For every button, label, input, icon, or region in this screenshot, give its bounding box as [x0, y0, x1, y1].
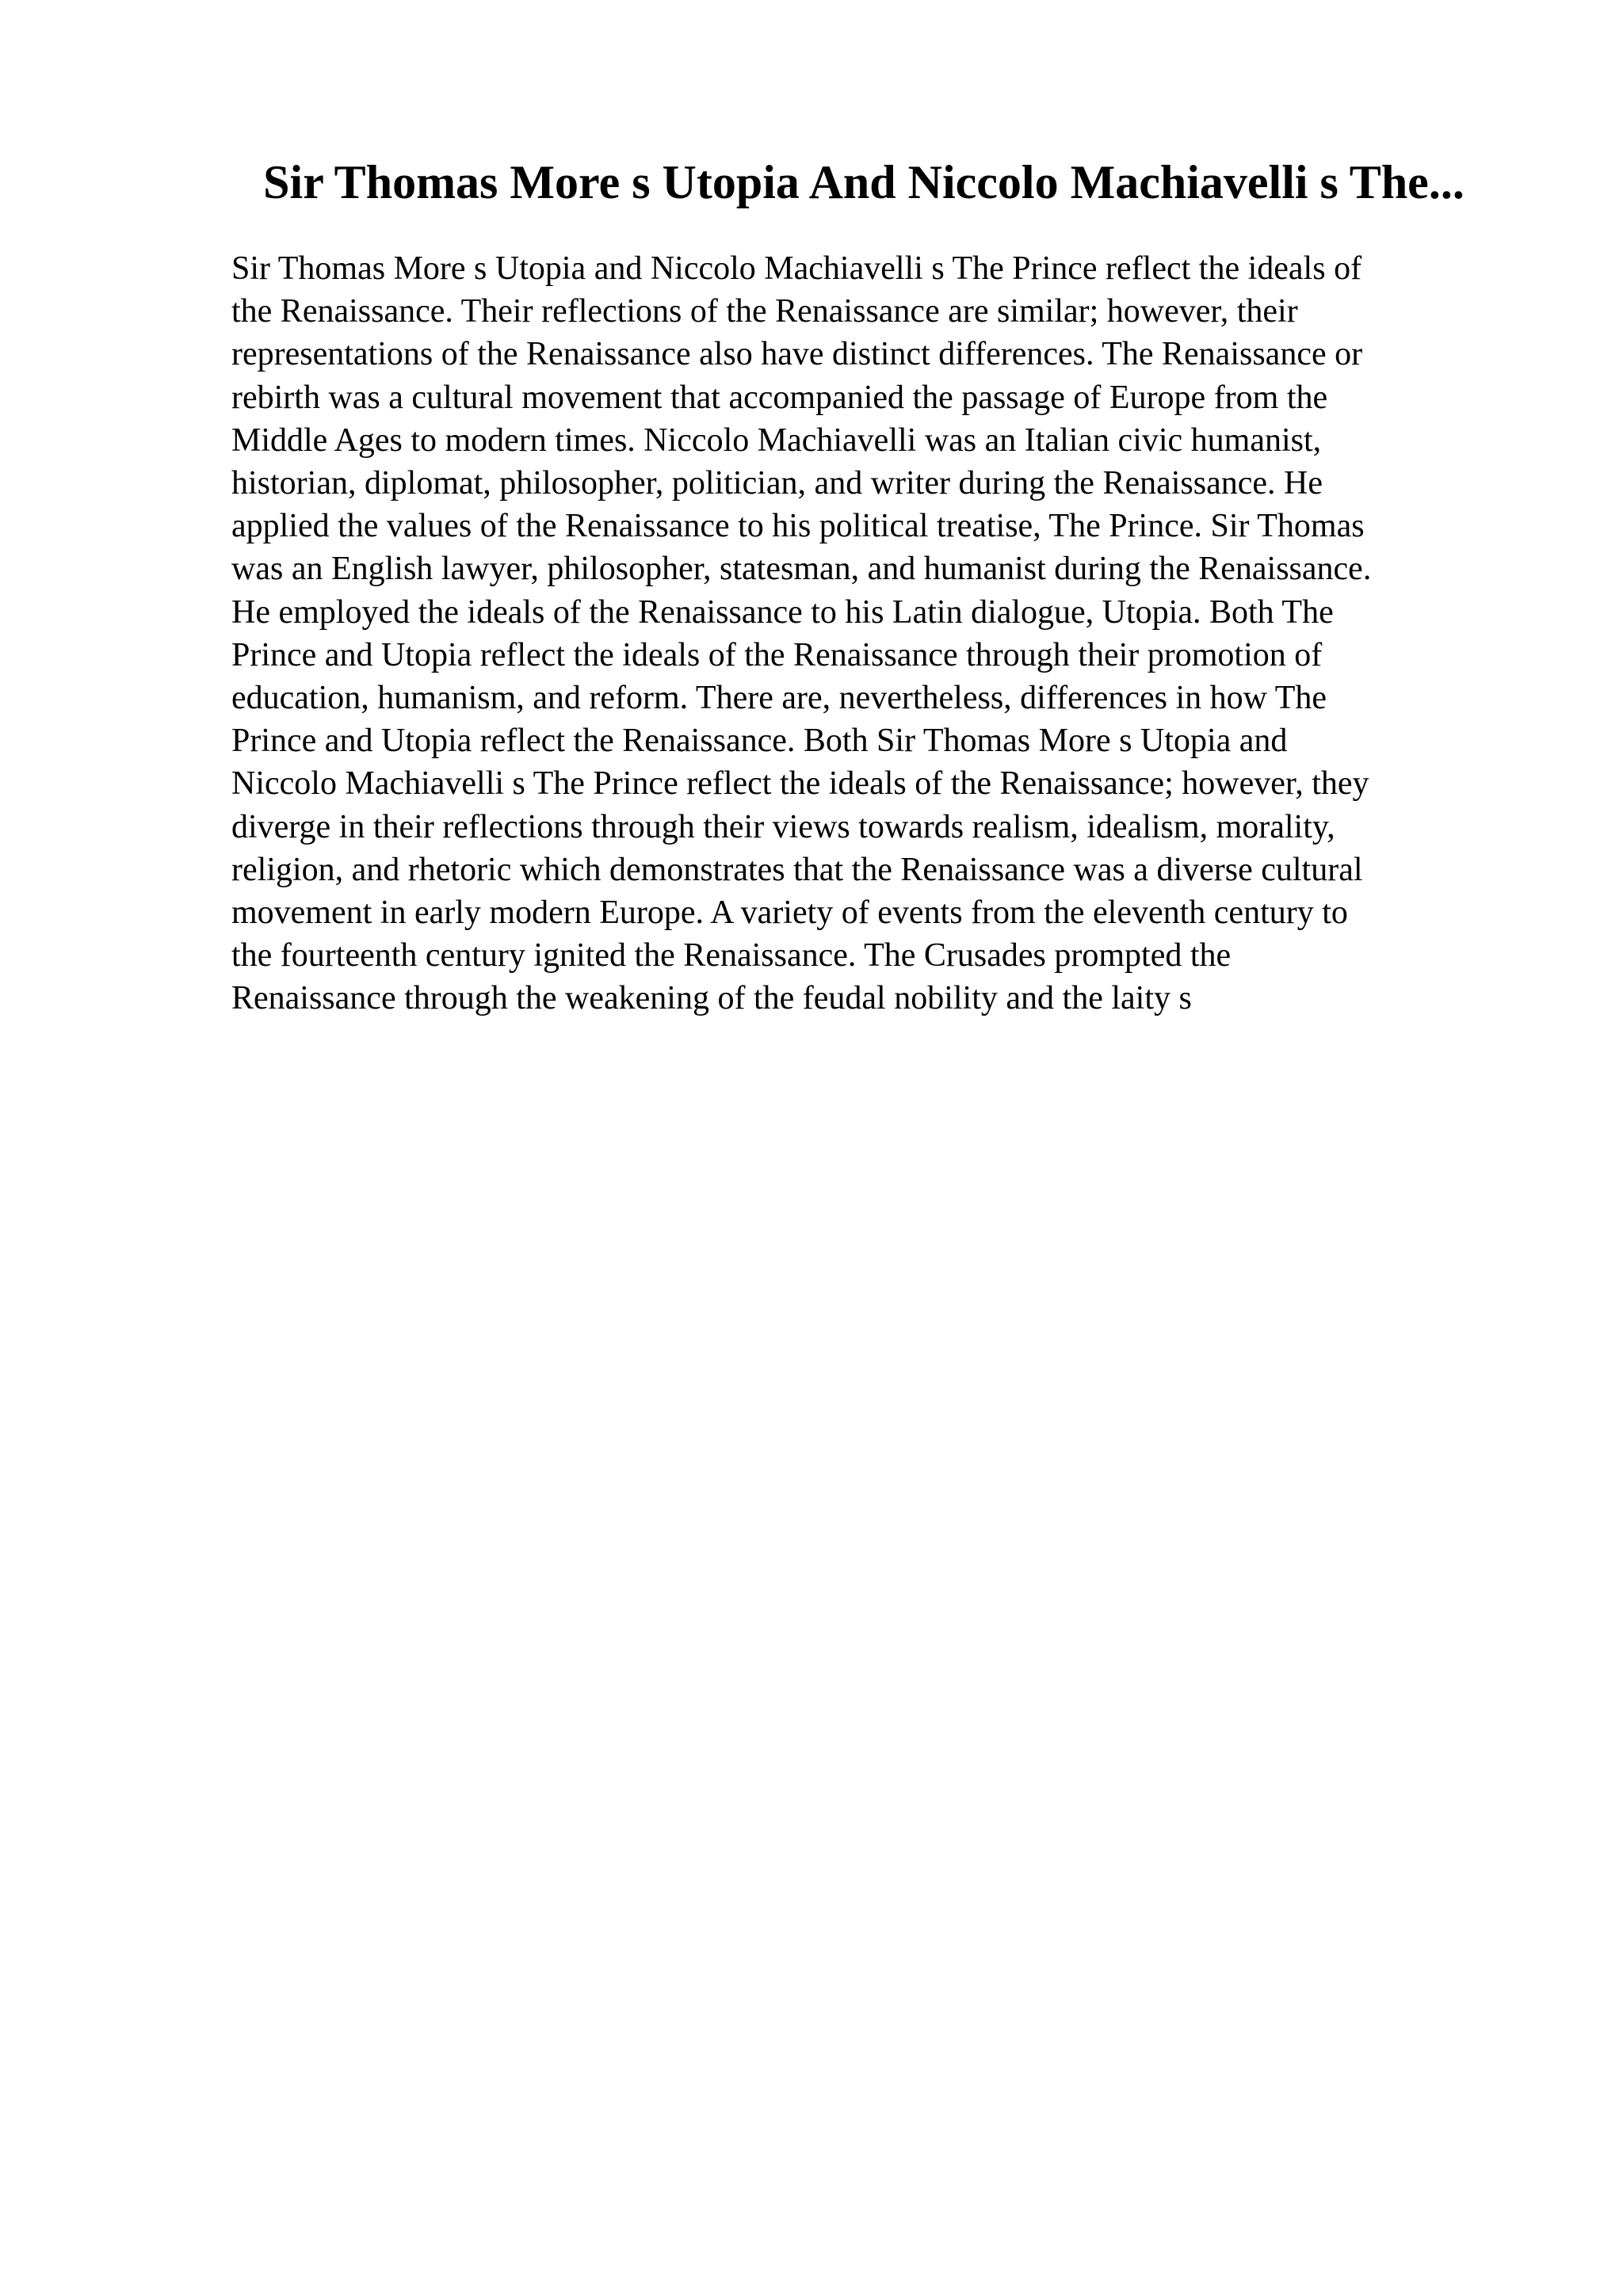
body-line: applied the values of the Renaissance to his political treatise, The Prince. Sir Thomas [231, 508, 1365, 545]
body-line: was an English lawyer, philosopher, statesman, and humanist during the Renaissance. [231, 551, 1372, 588]
body-line: Niccolo Machiavelli s The Prince reflect the ideals of the Renaissance; however, they [231, 765, 1369, 803]
body-line: the fourteenth century ignited the Renaissance. The Crusades prompted the [231, 937, 1232, 974]
body-line: education, humanism, and reform. There are, nevertheless, differences in how The [231, 680, 1327, 717]
body-line: Renaissance through the weakening of the feudal nobility and the laity s [231, 980, 1192, 1017]
body-line: the Renaissance. Their reflections of the Renaissance are similar; however, their [231, 293, 1298, 330]
body-line: Sir Thomas More s Utopia and Niccolo Machiavelli s The Prince reflect the ideals of [231, 250, 1362, 287]
body-line: representations of the Renaissance also have distinct differences. The Renaissance or [231, 336, 1363, 373]
body-line: movement in early modern Europe. A variety of events from the eleventh century to [231, 894, 1348, 932]
body-line: Prince and Utopia reflect the Renaissance. Both Sir Thomas More s Utopia and [231, 723, 1288, 760]
body-line: diverge in their reflections through their views towards realism, idealism, morality, [231, 808, 1335, 845]
body-line: historian, diplomat, philosopher, politician, and writer during the Renaissance. He [231, 465, 1323, 502]
document-title: Sir Thomas More s Utopia And Niccolo Machiavelli s The... [263, 156, 1465, 208]
body-line: religion, and rhetoric which demonstrates that the Renaissance was a diverse cultural [231, 851, 1363, 888]
body-line: Prince and Utopia reflect the ideals of the Renaissance through their promotion of [231, 636, 1323, 673]
body-line: rebirth was a cultural movement that accompanied the passage of Europe from the [231, 379, 1328, 416]
body-line: Middle Ages to modern times. Niccolo Machiavelli was an Italian civic humanist, [231, 421, 1322, 459]
body-line: He employed the ideals of the Renaissance to his Latin dialogue, Utopia. Both The [231, 593, 1334, 631]
document-body [231, 247, 1499, 1020]
